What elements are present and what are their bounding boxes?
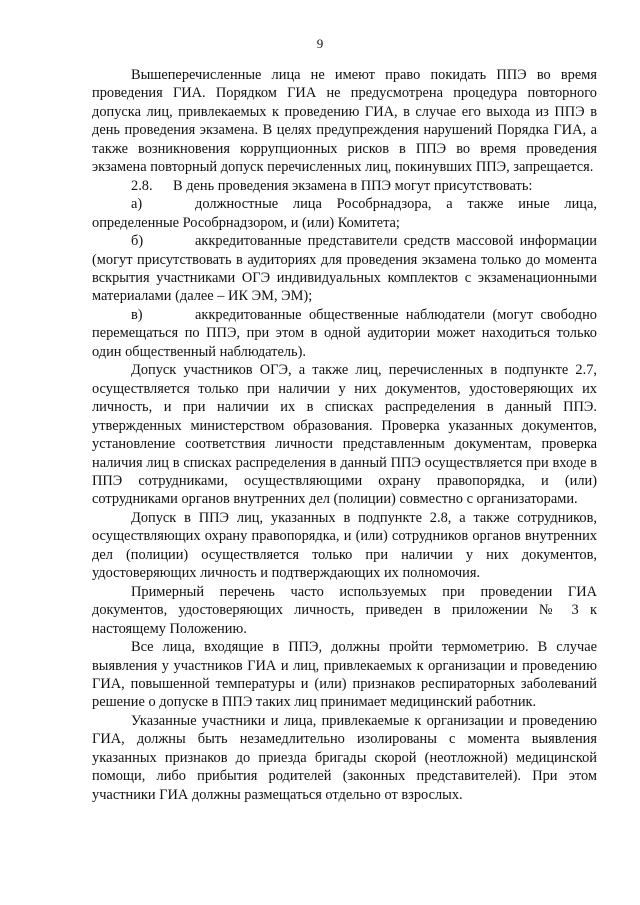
- list-marker: в): [131, 306, 143, 323]
- section-number: 2.8.: [131, 177, 153, 194]
- paragraph: Указанные участники и лица, привлекаемые к организации и проведению ГИА, должны быть незамедлительно изолированы с момента выявления указанных признаков до приезда бригады скорой (неотложной) медицинской помощи, либо прибытия родителей (законных представителей). При этом участники ГИА должны размещаться отдельно от взрослых.: [92, 712, 597, 803]
- list-item-text: аккредитованные общественные наблюдатели (могут свободно перемещаться по ППЭ, при этом в одной аудитории может находиться только один общественный наблюдатель).: [92, 306, 597, 360]
- paragraph: Вышеперечисленные лица не имеют право покидать ППЭ во время проведения ГИА. Порядком ГИА не предусмотрена процедура повторного допуска лиц, привлекаемых к проведению ГИА, в случае его выхода из ППЭ в день проведения экзамена. В целях предупреждения нарушений Порядка ГИА, а также возникновения коррупционных рисков в ППЭ во время проведения экзамена повторный допуск перечисленных лиц, покинувших ППЭ, запрещается.: [92, 67, 597, 176]
- page-number: 9: [316, 36, 324, 51]
- list-item: [92, 306, 597, 361]
- document-body: [92, 66, 597, 804]
- list-marker: а): [131, 196, 143, 213]
- paragraph-text: В день проведения экзамена в ППЭ могут присутствовать:: [173, 177, 533, 194]
- list-item-text: аккредитованные представители средств массовой информации (могут присутствовать в аудиториях для проведения экзамена только до момента вскрытия участниками ОГЭ индивидуальных комплектов с экзаменационными материалами (далее – ИК ЭМ, ЭМ);: [92, 233, 597, 305]
- paragraph: Допуск в ППЭ лиц, указанных в подпункте 2.8, а также сотрудников, осуществляющих охрану правопорядка, и (или) сотрудников органов внутренних дел (полиции) осуществляется только при наличии у них документов, удостоверяющих личность и подтверждающих их полномочия.: [92, 509, 597, 582]
- paragraph: Допуск участников ОГЭ, а также лиц, перечисленных в подпункте 2.7, осуществляется только при наличии у них документов, удостоверяющих их личность, и при наличии их в списках распределения в данный ППЭ. утвержденных министерством образования. Проверка указанных документов, установление соответствия личности представленным документам, проверка наличия лиц в списках распределения в данный ППЭ осуществляется при входе в ППЭ сотрудниками, осуществляющими охрану правопорядка, и (или) сотрудниками органов внутренних дел (полиции) совместно с организаторами.: [92, 362, 597, 508]
- paragraph: Примерный перечень часто используемых при проведении ГИА документов, удостоверяющих личность, приведен в приложении № 3 к настоящему Положению.: [92, 583, 597, 637]
- list-marker: б): [131, 233, 144, 250]
- paragraph: Все лица, входящие в ППЭ, должны пройти термометрию. В случае выявления у участников ГИА и лиц, привлекаемых к организации и проведению ГИА, повышенной температуры и (или) признаков респираторных заболеваний решение о допуске в ППЭ таких лиц принимает медицинский работник.: [92, 639, 597, 711]
- list-item-text: должностные лица Рособрнадзора, а также иные лица, определенные Рособрнадзором, и (или) Комитета;: [92, 196, 597, 231]
- list-item: [92, 195, 597, 232]
- list-item: [92, 232, 597, 306]
- section-heading: [92, 177, 597, 195]
